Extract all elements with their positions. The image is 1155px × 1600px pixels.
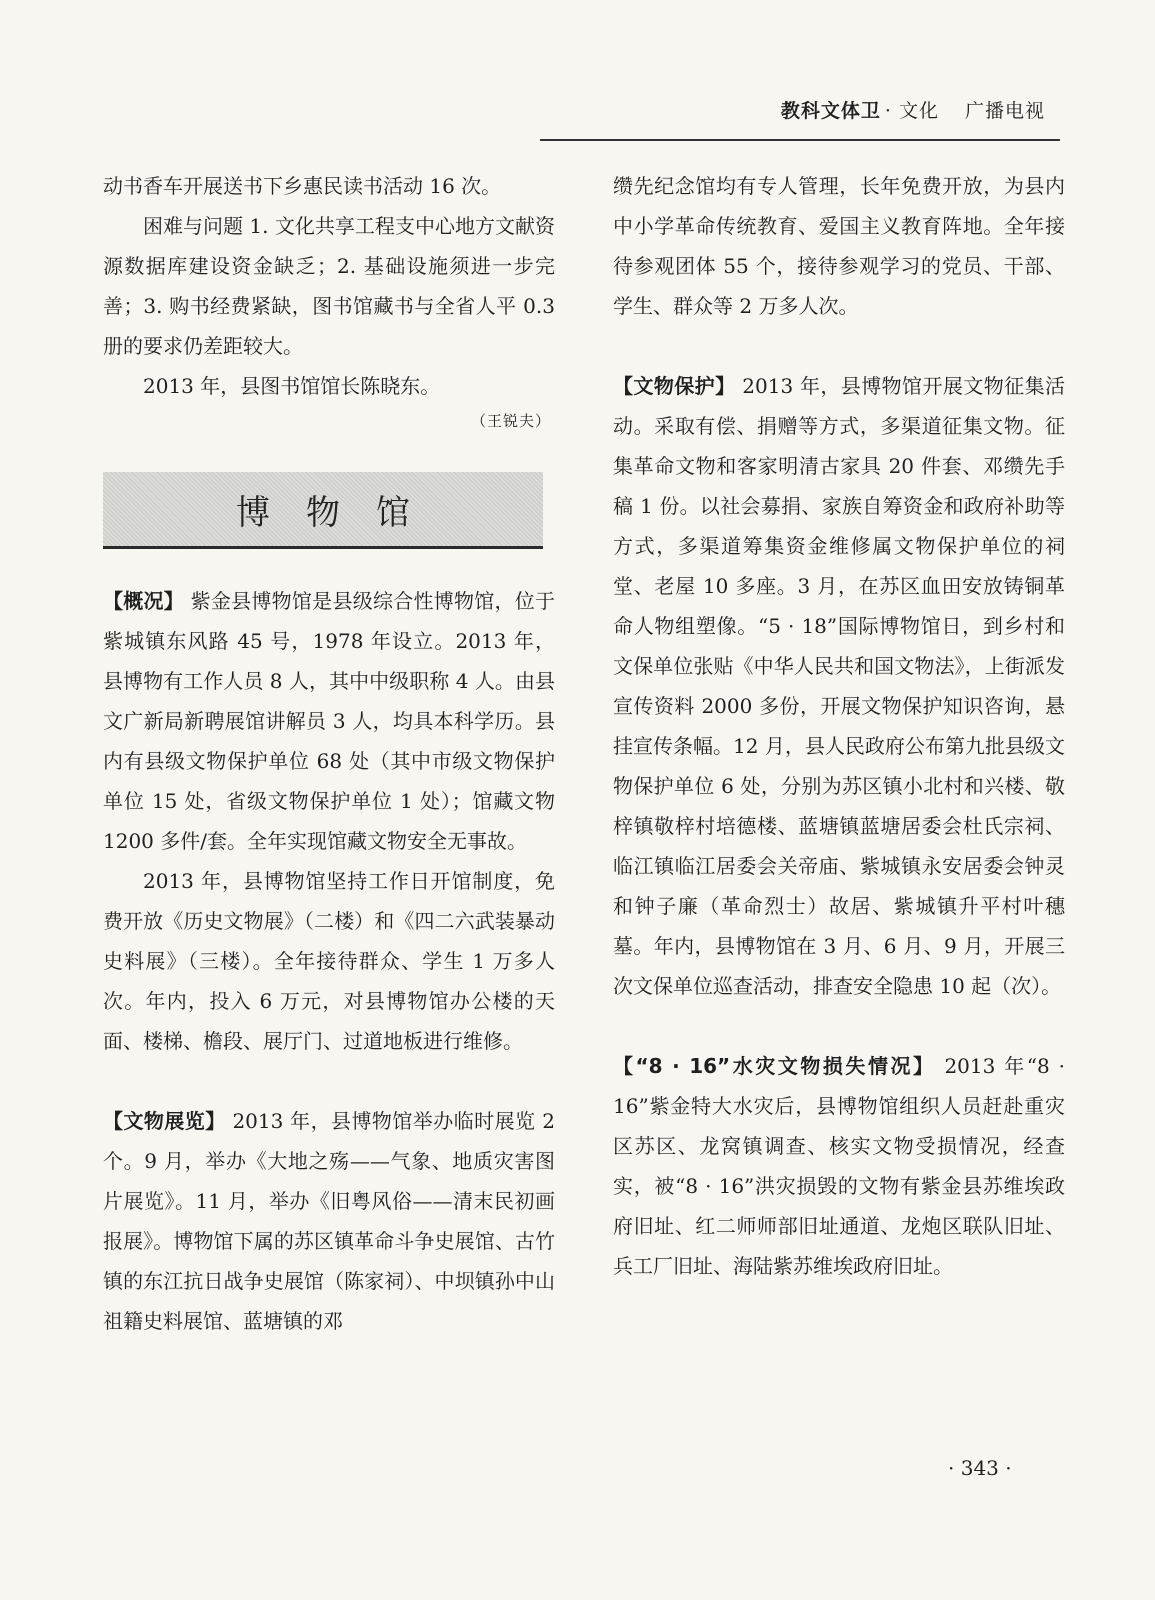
header-section: · 文化	[884, 100, 939, 122]
right-column	[613, 166, 1065, 1286]
paragraph-body: 2013 年，县博物馆开展文物征集活动。采取有偿、捐赠等方式，多渠道征集文物。征集革命文物和客家明清古家具 20 件套、邓缵先手稿 1 份。以社会募捐、家族自筹资金和政府补助等方式，多渠道筹集资金维修属文物保护单位的祠堂、老屋 10 多座。3 月，在苏区血田安放铸铜革命人物组塑像。“5 · 18”国际博物馆日，到乡村和文保单位张贴《中华人民共和国文物法》，上街派发宣传资料 2000 多份，开展文物保护知识咨询，悬挂宣传条幅。12 月，县人民政府公布第九批县级文物保护单位 6 处，分别为苏区镇小北村和兴楼、敬梓镇敬梓村培德楼、蓝塘镇蓝塘居委会杜氏宗祠、临江镇临江居委会关帝庙、紫城镇永安居委会钟灵和钟子廉（革命烈士）故居、紫城镇升平村叶穗墓。年内，县博物馆在 3 月、6 月、9 月，开展三次文保单位巡查活动，排查安全隐患 10 起（次）。	[613, 374, 1065, 998]
paragraph-body: 1. 文化共享工程支中心地方文献资源数据库建设资金缺乏；2. 基础设施须进一步完善；3. 购书经费紧缺，图书馆藏书与全省人平 0.3 册的要求仍差距较大。	[103, 214, 556, 358]
paragraph	[103, 1101, 555, 1341]
subsection-heading: 【文物保护】	[613, 374, 736, 398]
section-banner	[103, 472, 543, 549]
paragraph-body: 2013 年“8 · 16”紫金特大水灾后，县博物馆组织人员赶赴重灾区苏区、龙窝镇调查、核实文物受损情况，经查实，被“8 · 16”洪灾损毁的文物有紫金县苏维埃政府旧址、红二师师部旧址通道、龙炮区联队旧址、兵工厂旧址、海陆紫苏维埃政府旧址。	[613, 1054, 1065, 1278]
left-column	[103, 166, 555, 1341]
author-credit: （王锐夫）	[470, 412, 551, 430]
subsection-heading: 【概况】	[103, 589, 185, 613]
paragraph-body: 2013 年，县博物馆举办临时展览 2 个。9 月，举办《大地之殇——气象、地质灾害图片展览》。11 月，举办《旧粤风俗——清末民初画报展》。博物馆下属的苏区镇革命斗争史展馆、古竹镇的东江抗日战争史展馆（陈家祠）、中坝镇孙中山祖籍史料展馆、蓝塘镇的邓	[103, 1109, 555, 1333]
subsection-heading: 【文物展览】	[103, 1109, 226, 1133]
paragraph: 缵先纪念馆均有专人管理，长年免费开放，为县内中小学革命传统教育、爱国主义教育阵地。全年接待参观团体 55 个，接待参观学习的党员、干部、学生、群众等 2 万多人次。	[613, 174, 1065, 318]
subsection-heading: 【“8 · 16”水灾文物损失情况】	[613, 1054, 936, 1078]
page-number: · 343 ·	[948, 1456, 1012, 1480]
running-header	[781, 96, 1045, 123]
paragraph	[613, 1046, 1065, 1286]
section-banner-title: 博物馆	[236, 492, 446, 533]
paragraph: 动书香车开展送书下乡惠民读书活动 16 次。	[103, 174, 502, 198]
paragraph	[613, 366, 1065, 1006]
paragraph	[103, 581, 555, 861]
paragraph	[103, 206, 555, 366]
header-category: 教科文体卫	[780, 100, 881, 122]
header-subsection: 广播电视	[964, 100, 1045, 122]
paragraph-body: 紫金县博物馆是县级综合性博物馆，位于紫城镇东风路 45 号，1978 年设立。2013 年，县博物有工作人员 8 人，其中中级职称 4 人。由县文广新局新聘展馆讲解员 3 人，均具本科学历。县内有县级文物保护单位 68 处（其中市级文物保护单位 15 处，省级文物保护单位 1 处）；馆藏文物 1200 多件/套。全年实现馆藏文物安全无事故。	[103, 589, 556, 853]
header-rule	[540, 139, 1060, 141]
paragraph: 2013 年，县图书馆馆长陈晓东。	[143, 374, 441, 398]
paragraph: 2013 年，县博物馆坚持工作日开馆制度，免费开放《历史文物展》（二楼）和《四二六武装暴动史料展》（三楼）。全年接待群众、学生 1 万多人次。年内，投入 6 万元，对县博物馆办公楼的天面、楼梯、檐段、展厅门、过道地板进行维修。	[103, 869, 555, 1053]
paragraph-lead: 困难与问题	[143, 214, 244, 238]
